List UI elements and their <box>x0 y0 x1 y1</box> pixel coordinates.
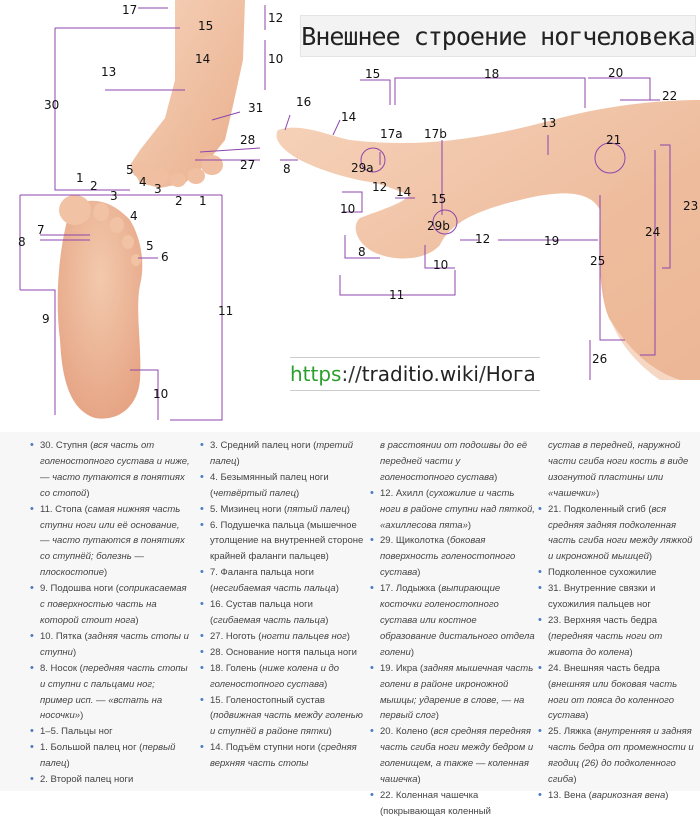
legend-item-end: ) <box>346 503 350 515</box>
legend-item-text: 16. Сустав пальца ноги ( <box>210 599 313 626</box>
legend-item-end: ) <box>665 789 669 801</box>
legend-item <box>370 661 535 725</box>
legend-item-text: 6. Подушечка пальца (мышечное утолщение на внутренней стороне крайней фаланги пальцев) <box>210 519 364 563</box>
legend-item-italic: четвёртый палец <box>213 487 297 499</box>
legend-item-text: 4. Безымянный палец ноги ( <box>210 471 329 499</box>
leg-label-15b: 15 <box>431 192 447 206</box>
legend-column-4 <box>538 438 698 804</box>
legend-item-end: ) <box>346 630 350 642</box>
leg-label-23: 23 <box>683 199 699 213</box>
legend-item-italic: сгибаемая часть пальца <box>213 614 326 626</box>
legend-item-end: ) <box>585 710 589 722</box>
legend-item <box>30 740 190 772</box>
legend-item <box>200 693 365 741</box>
legend <box>0 432 700 817</box>
legend-item-italic: пятый палец <box>287 503 347 515</box>
legend-item <box>370 438 535 486</box>
legend-item-text: 15. Голеностопный сустав ( <box>210 694 325 722</box>
leg-label-29a: 29a <box>351 161 374 175</box>
legend-item-italic: средняя верхняя часть стопы <box>210 742 357 770</box>
legend-column-3 <box>370 438 535 820</box>
legend-item <box>30 724 190 740</box>
legend-item-end: ) <box>467 519 472 531</box>
legend-item-italic: несгибаемая часть пальца <box>213 583 336 595</box>
leg-label-12b: 12 <box>475 232 491 246</box>
legend-item-italic: сухожилие и часть ноги в районе ступни над пяткой, «ахиллесова пята» <box>380 487 535 531</box>
legend-item-end: ) <box>410 646 414 658</box>
label-28: 28 <box>240 133 256 147</box>
legend-item-text: 8. Носок ( <box>40 662 83 674</box>
legend-item-italic: передняя часть ноги от живота до колена <box>548 630 663 658</box>
legend-item-text: 1–5. Пальцы ног <box>40 726 113 738</box>
legend-item-text: 17. Лодыжка ( <box>380 583 442 595</box>
sole-label-8: 8 <box>18 235 26 249</box>
legend-item <box>30 772 190 788</box>
legend-item <box>200 629 365 645</box>
legend-item <box>538 661 698 725</box>
legend-item-end: ) <box>66 758 70 770</box>
leg-label-14: 14 <box>341 110 357 124</box>
label-2b: 2 <box>175 194 183 208</box>
leg-label-21: 21 <box>606 133 622 147</box>
leg-label-17b: 17b <box>424 127 447 141</box>
leg-label-24: 24 <box>645 225 661 239</box>
foot-sole-view <box>58 195 143 419</box>
legend-item-end: ) <box>417 774 421 786</box>
legend-item-italic: самая нижняя часть ступни ноги или её основание, — часто путаются в понятиях со ступнёй; болезнь — плоскостопие <box>40 503 185 579</box>
sole-label-11: 11 <box>218 304 234 318</box>
legend-item-text: 11. Стопа ( <box>40 503 88 515</box>
legend-item-italic: в расстоянии от подошвы до её передней части у голеностопного сустава <box>380 440 528 483</box>
legend-item-text: 12. Ахилл ( <box>380 487 430 499</box>
legend-item-text: 13. Вена ( <box>548 789 592 801</box>
legend-item-end: ) <box>236 455 240 467</box>
leg-label-15: 15 <box>365 67 381 81</box>
legend-item <box>538 788 698 804</box>
leg-label-13: 13 <box>541 116 557 130</box>
legend-item <box>538 438 698 502</box>
legend-item <box>538 565 698 581</box>
legend-item <box>30 502 190 582</box>
legend-item <box>30 581 190 629</box>
legend-item-end: ) <box>325 614 329 626</box>
legend-item-text: 5. Мизинец ноги ( <box>210 503 288 515</box>
legend-item <box>370 788 535 820</box>
legend-item <box>200 565 365 597</box>
sole-label-3: 3 <box>110 189 118 203</box>
legend-item-text: 21. Подколенный сгиб ( <box>548 503 652 515</box>
legend-item-text: 30. Ступня ( <box>40 440 94 451</box>
legend-item-italic: вся часть от голеностопного сустава и ниже, — часто путаются в понятиях со стопой <box>40 440 190 499</box>
legend-item-text: 22. Коленная чашечка (покрывающая коленный <box>380 789 491 817</box>
sole-label-4: 4 <box>130 209 138 223</box>
sole-label-10: 10 <box>153 387 169 401</box>
sole-label-6: 6 <box>161 250 169 264</box>
legend-item-end: ) <box>86 487 90 499</box>
legend-item-italic: вся средняя передняя часть сгиба ноги между бедром и голенищем, а также — коленная чашечка <box>380 726 534 786</box>
url-path: Нога <box>485 362 536 386</box>
label-27: 27 <box>240 158 256 172</box>
label-14: 14 <box>195 52 211 66</box>
legend-item-text: Подколенное сухожилие <box>548 567 657 579</box>
leg-label-11: 11 <box>389 288 405 302</box>
legend-item-end: ) <box>573 774 577 786</box>
leg-label-26: 26 <box>592 352 608 366</box>
leg-label-10: 10 <box>340 202 356 216</box>
legend-item <box>200 470 365 502</box>
legend-item-italic: первый палец <box>40 742 176 770</box>
legend-item-italic: задняя часть стопы и ступни <box>40 630 189 658</box>
legend-item-italic: ногти пальцев ног <box>261 630 347 642</box>
legend-item-text: 7. Фаланга пальца ноги ( <box>210 567 314 595</box>
leg-label-16: 16 <box>296 95 312 109</box>
label-8: 8 <box>283 162 291 176</box>
legend-item-end: ) <box>328 726 332 738</box>
leg-label-8b: 8 <box>358 245 366 259</box>
legend-column-2 <box>200 438 365 772</box>
legend-item <box>200 597 365 629</box>
url-protocol: https <box>290 362 342 386</box>
legend-column-1 <box>30 438 190 788</box>
legend-item <box>538 613 698 661</box>
sole-label-5: 5 <box>146 239 154 253</box>
label-17: 17 <box>122 3 138 17</box>
leg-label-25: 25 <box>590 254 606 268</box>
label-3: 3 <box>154 182 162 196</box>
legend-item <box>30 629 190 661</box>
leg-label-10b: 10 <box>433 258 449 272</box>
source-url[interactable] <box>290 357 540 391</box>
legend-item-italic: передняя часть стопы и ступни с пальцами ног; пример исп. — «встать на носочки» <box>40 662 188 722</box>
leg-label-20: 20 <box>608 66 624 80</box>
legend-item-end: ) <box>104 567 108 579</box>
legend-item-italic: боковая поверхность голеностопного сустава <box>380 535 516 579</box>
legend-item <box>30 661 190 725</box>
legend-item-end: ) <box>72 646 77 658</box>
legend-item-italic: задняя мышечная часть голени в районе икроножной мышцы; ударение в слове, — на первый слог <box>380 662 534 722</box>
legend-item-text: 23. Верхняя часть бедра ( <box>548 614 658 642</box>
label-4: 4 <box>139 175 147 189</box>
label-30: 30 <box>44 98 60 112</box>
legend-item-italic: выпирающие косточки голеностопного сустава или костное образование дистального отдела голени <box>380 583 535 658</box>
legend-item-italic: внутренняя и задняя часть бедра от промежности и ягодиц (26) до подколенного сгиба <box>548 726 694 786</box>
url-separator: :// <box>341 362 362 386</box>
page-title: Внешнее строение ногчеловека <box>301 22 695 51</box>
leg-label-17a: 17a <box>380 127 403 141</box>
legend-item-end: ) <box>435 710 439 722</box>
legend-item-end: ) <box>135 614 139 626</box>
legend-item <box>538 502 698 566</box>
legend-item-end: ) <box>417 567 421 579</box>
legend-item-text: 14. Подъём ступни ноги ( <box>210 742 321 754</box>
legend-item <box>370 486 535 534</box>
legend-item-end: ) <box>648 551 653 563</box>
leg-label-18: 18 <box>484 67 500 81</box>
label-1: 1 <box>76 171 84 185</box>
leg-label-12a: 12 <box>372 180 388 194</box>
legend-item-text: 10. Пятка ( <box>40 630 88 642</box>
legend-item-italic: вся средняя задняя подколенная часть сгиба ноги между ляжкой и икроножной мышцей <box>548 503 693 563</box>
url-slash: / <box>478 362 486 386</box>
label-10: 10 <box>268 52 284 66</box>
leg-label-14b: 14 <box>396 185 412 199</box>
legend-item <box>370 724 535 788</box>
legend-item-italic: внешняя или боковая часть ноги от пояса до коленного сустава <box>548 678 678 722</box>
legend-item-text: 18. Голень ( <box>210 662 263 674</box>
legend-item-end: ) <box>335 583 339 595</box>
legend-item-italic: ниже колена и до голеностопного сустава <box>210 662 340 690</box>
legend-item-text: 1. Большой палец ног ( <box>40 742 143 754</box>
leg-label-22: 22 <box>662 89 678 103</box>
legend-item-end: ) <box>629 646 633 658</box>
legend-item-text: 3. Средний палец ноги ( <box>210 440 317 451</box>
legend-item-end: ) <box>296 487 300 499</box>
legend-item-text: 31. Внутренние связки и сухожилия пальцев ног <box>548 583 656 611</box>
legend-item-text: 27. Ноготь ( <box>210 630 262 642</box>
legend-item <box>200 502 365 518</box>
legend-item-text: 25. Ляжка ( <box>548 726 598 738</box>
legend-item-italic: третий палец <box>210 440 354 467</box>
legend-item <box>370 533 535 581</box>
label-2: 2 <box>90 179 98 193</box>
label-5: 5 <box>126 163 134 177</box>
label-12: 12 <box>268 11 284 25</box>
legend-item <box>30 438 190 502</box>
label-31: 31 <box>248 101 264 115</box>
legend-item-italic: варикозная вена <box>591 789 666 801</box>
sole-label-7: 7 <box>37 223 45 237</box>
legend-item <box>200 438 365 470</box>
title-box <box>300 15 696 57</box>
legend-item <box>200 661 365 693</box>
legend-item <box>538 724 698 788</box>
legend-item-end: ) <box>596 487 600 499</box>
legend-item-text: 29. Щиколотка ( <box>380 535 450 547</box>
legend-item <box>200 740 365 772</box>
label-1b: 1 <box>199 194 207 208</box>
label-15: 15 <box>198 19 214 33</box>
legend-item-italic: сустав в передней, наружной части сгиба ноги кость в виде изогнутой пластины или «чашечки» <box>548 440 689 499</box>
leg-label-19: 19 <box>544 234 560 248</box>
legend-item <box>200 645 365 661</box>
legend-item-end: ) <box>324 678 328 690</box>
legend-item-end: ) <box>80 710 84 722</box>
sole-label-9: 9 <box>42 312 50 326</box>
legend-item <box>200 518 365 566</box>
legend-item-text: 24. Внешняя часть бедра ( <box>548 662 660 690</box>
url-host: traditio.wiki <box>361 362 479 386</box>
legend-item <box>538 581 698 613</box>
legend-item <box>370 581 535 661</box>
legend-item-text: 20. Колено ( <box>380 726 434 738</box>
legend-item-text: 9. Подошва ноги ( <box>40 583 119 595</box>
legend-item-italic: подвижная часть между голенью и ступнёй в районе пятки <box>210 710 363 738</box>
legend-item-italic: соприкасаемая с поверхностью часть на которой стоит нога <box>40 583 187 626</box>
legend-item-text: 19. Икра ( <box>380 662 424 674</box>
legend-item-text: 2. Второй палец ноги <box>40 774 134 786</box>
legend-item-end: ) <box>494 471 498 483</box>
legend-item-text: 28. Основание ногтя пальца ноги <box>210 646 357 658</box>
label-13: 13 <box>101 65 117 79</box>
leg-label-29b: 29b <box>427 219 450 233</box>
